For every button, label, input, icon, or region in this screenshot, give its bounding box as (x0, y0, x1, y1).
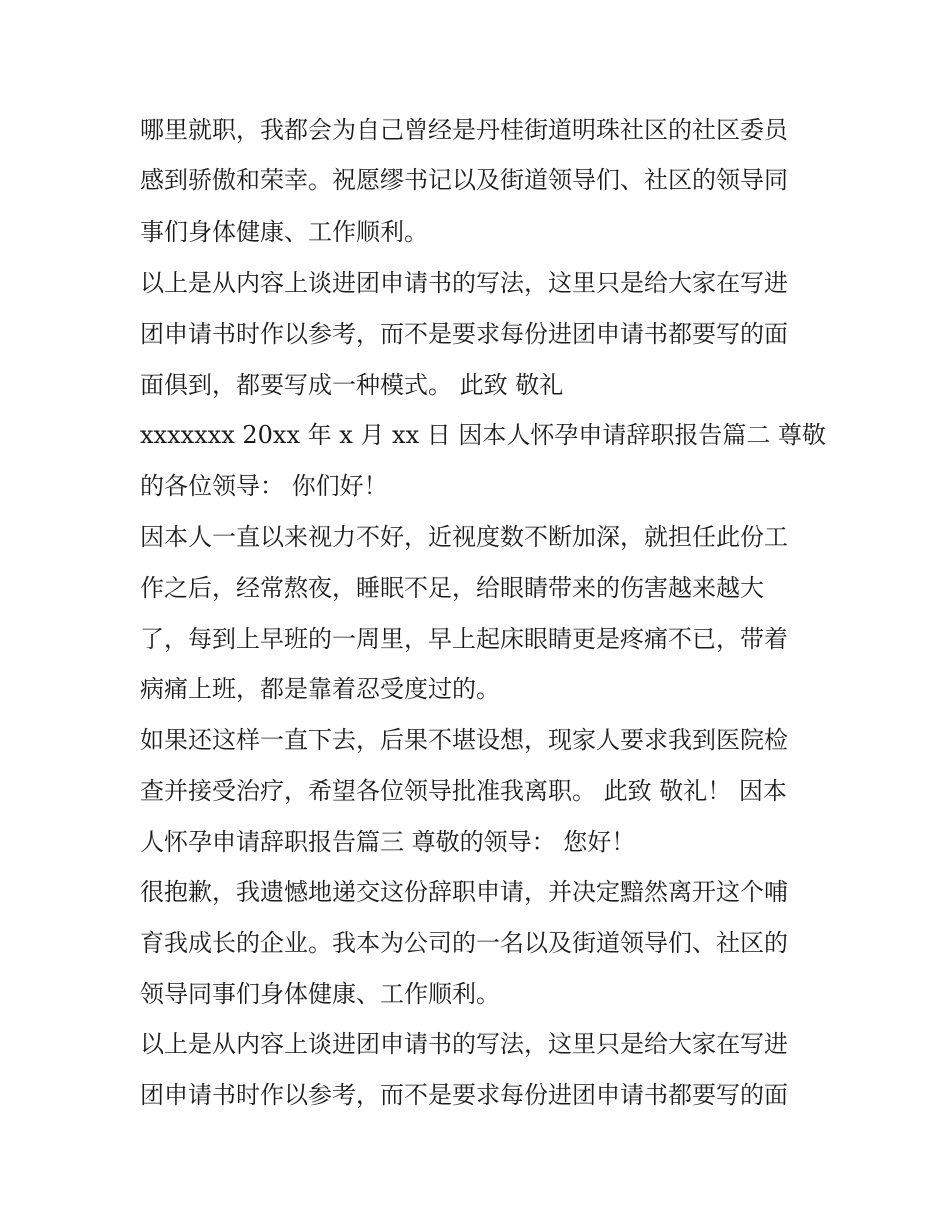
text-line: 查并接受治疗，希望各位领导批准我离职。 此致 敬礼！ 因本 (140, 777, 787, 805)
text-line: 事们身体健康、工作顺利。 (140, 218, 428, 246)
text-line: 哪里就职，我都会为自己曾经是丹桂街道明珠社区的社区委员 (140, 116, 788, 144)
text-line: 感到骄傲和荣幸。祝愿缪书记以及街道领导们、社区的领导同 (140, 166, 788, 194)
text-line: 病痛上班，都是靠着忍受度过的。 (140, 675, 500, 703)
text-line: 很抱歉，我遗憾地递交这份辞职申请，并决定黯然离开这个哺 (140, 878, 788, 906)
text-line: 领导同事们身体健康、工作顺利。 (140, 980, 500, 1008)
text-line: 团申请书时作以参考，而不是要求每份进团申请书都要写的面 (140, 1081, 788, 1109)
text-line: 的各位领导： 你们好！ (140, 472, 388, 500)
text-line: 作之后，经常熬夜，睡眠不足，给眼睛带来的伤害越来越大 (140, 574, 764, 602)
text-line: xxxxxxx 20xx 年 x 月 xx 日 因本人怀孕申请辞职报告篇二 尊敬 (140, 421, 826, 449)
text-line: 以上是从内容上谈进团申请书的写法，这里只是给大家在写进 (140, 1030, 788, 1058)
text-line: 如果还这样一直下去，后果不堪设想，现家人要求我到医院检 (140, 726, 788, 754)
text-line: 以上是从内容上谈进团申请书的写法，这里只是给大家在写进 (140, 269, 788, 297)
text-line: 面俱到，都要写成一种模式。 此致 敬礼 (140, 371, 564, 399)
text-line: 因本人一直以来视力不好，近视度数不断加深，就担任此份工 (140, 523, 788, 551)
text-line: 人怀孕申请辞职报告篇三 尊敬的领导： 您好！ (140, 828, 636, 856)
text-line: 团申请书时作以参考，而不是要求每份进团申请书都要写的面 (140, 320, 788, 348)
text-line: 了，每到上早班的一周里，早上起床眼睛更是疼痛不已，带着 (140, 625, 788, 653)
text-line: 育我成长的企业。我本为公司的一名以及街道领导们、社区的 (140, 929, 788, 957)
